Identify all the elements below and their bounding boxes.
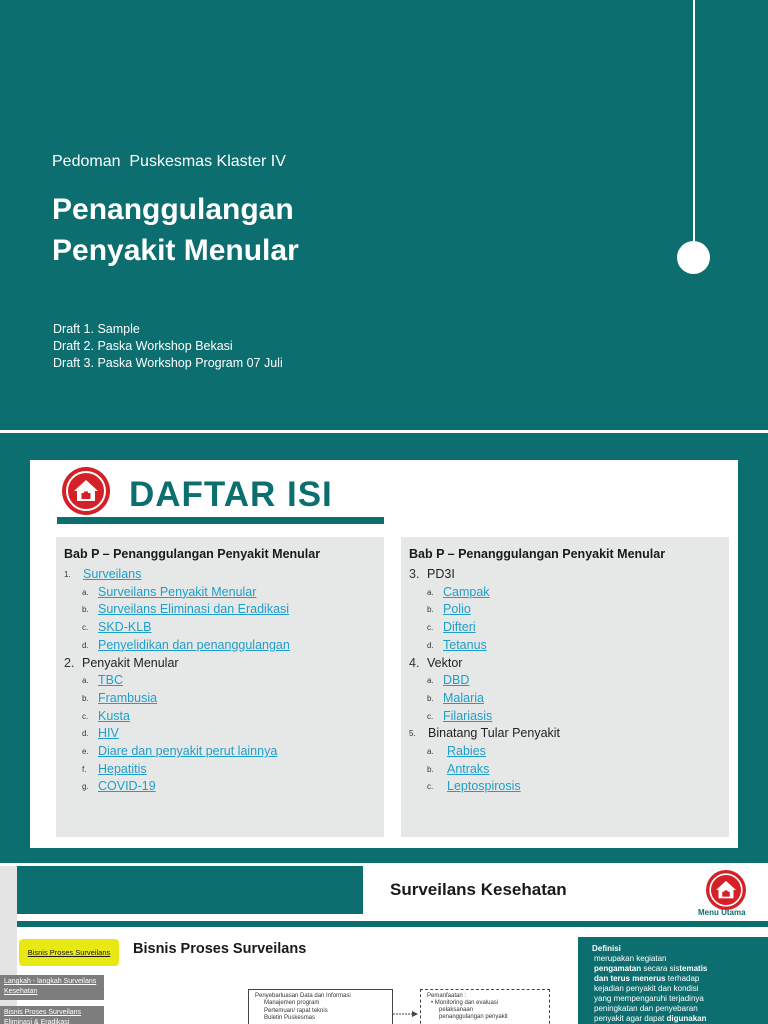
toc-item[interactable] [401,673,729,691]
toc-item[interactable] [401,585,729,603]
toc-item-marker: c. [82,711,89,721]
toc-item-marker: 2. [64,655,75,670]
toc-item[interactable] [401,602,729,620]
toc-link[interactable]: Malaria [443,690,484,705]
toc-item[interactable] [56,726,384,744]
toc-link[interactable]: Penyelidikan dan penanggulangan [98,637,290,652]
toc-item[interactable] [56,691,384,709]
toc-item-marker: d. [427,640,434,650]
toc-item[interactable] [56,602,384,620]
toc-item[interactable] [56,620,384,638]
cover-subtitle: Pedoman Puskesmas Klaster IV [52,153,286,170]
definition-line: penyakit agar dapat digunakan [594,1014,707,1023]
slide-header: Surveilans Kesehatan [390,880,567,899]
toc-item-marker: e. [82,747,89,756]
toc-link[interactable]: Rabies [447,744,486,758]
cover-title-line1: Penanggulangan [52,193,294,226]
section-title: Bisnis Proses Surveilans [133,941,307,957]
toc-item-marker: 5. [409,729,416,739]
toc-link[interactable]: DBD [443,673,470,688]
toc-item-marker: b. [82,605,89,615]
left-strip [0,866,17,1024]
toc-link[interactable]: HIV [98,726,119,741]
flow-box-item: penanggulangan penyakit [439,1014,508,1020]
toc-item[interactable] [401,709,729,727]
toc-item-marker: a. [427,747,434,756]
menu-utama-label[interactable]: Menu Utama [698,908,746,917]
toc-link[interactable]: Surveilans Penyakit Menular [98,584,257,599]
draft-note-1: Draft 1. Sample [53,322,140,336]
cover-title-line2: Penyakit Menular [52,234,299,267]
header-bar [17,866,363,914]
toc-item-marker: d. [82,640,89,650]
toc-item[interactable] [401,779,729,797]
toc-label: Vektor [427,655,463,670]
header-rule [17,921,768,927]
toc-label: PD3I [427,567,455,581]
toc-item-marker: c. [82,623,89,633]
toc-item-marker: 1. [64,570,71,579]
toc-link[interactable]: SKD-KLB [98,620,152,635]
toc-label: Penyakit Menular [82,655,179,670]
toc-item-marker: c. [427,711,434,721]
toc-item[interactable] [401,762,729,780]
toc-link[interactable]: Difteri [443,620,476,635]
toc-link[interactable]: Frambusia [98,690,158,705]
toc-link[interactable]: Tetanus [443,637,487,652]
flow-box-item: Manajemen program [264,1000,320,1006]
toc-link[interactable]: Surveilans [83,567,142,581]
toc-link[interactable]: COVID-19 [98,779,156,794]
toc-title: DAFTAR ISI [129,475,333,514]
toc-item-marker: d. [82,729,89,739]
definition-line: kejadian penyakit dan kondisi [594,984,699,993]
draft-note-2: Draft 2. Paska Workshop Bekasi [53,339,233,353]
toc-item [401,567,729,585]
toc-link[interactable]: Filariasis [443,708,493,723]
toc-panel-left [56,537,384,837]
toc-item-marker: a. [427,587,434,597]
toc-link[interactable]: Surveilans Eliminasi dan Eradikasi [98,602,290,617]
toc-item-marker: b. [427,605,434,615]
toc-item [401,726,729,744]
toc-link[interactable]: Leptospirosis [447,779,521,794]
definition-line: merupakan kegiatan [594,954,667,963]
cover-slide [0,0,768,430]
toc-item-marker: 3. [409,567,420,581]
home-icon[interactable] [706,870,746,910]
toc-item[interactable] [401,620,729,638]
toc-item[interactable] [56,779,384,797]
draft-note-3: Draft 3. Paska Workshop Program 07 Juli [53,356,283,370]
toc-item-marker: a. [427,676,434,686]
definition-title: Definisi [592,944,621,953]
decorative-dot [677,241,710,274]
toc-item[interactable] [56,585,384,603]
toc-item-marker: g. [82,782,89,792]
definition-line: peningkatan dan penyebaran [594,1004,698,1013]
toc-panel-right [401,537,729,837]
toc-item[interactable] [401,744,729,762]
toc-item[interactable] [56,673,384,691]
definition-line: pengamatan secara sistematis [594,964,708,973]
toc-panel-heading: Bab P – Penanggulangan Penyakit Menular [409,547,666,561]
toc-item[interactable] [56,709,384,727]
flow-box-item: • Monitoring dan evaluasi [431,1000,499,1006]
flow-box-title: Pemanfaatan : [427,993,467,999]
toc-link[interactable]: Hepatitis [98,761,147,776]
toc-link[interactable]: Antraks [447,761,490,776]
home-icon[interactable] [62,467,110,515]
toc-item-marker: a. [82,676,89,686]
toc-item-marker: b. [427,764,434,774]
nav-button-eliminasi[interactable]: Bisnis Proses Surveilans Eliminasi & Eradikasi [0,1006,104,1024]
definition-line: yang mempengaruhi terjadinya [594,994,704,1003]
surveilans-slide [0,866,768,1024]
definition-box [578,937,768,1024]
flow-box-title: Penyebarluasan Data dan Informasi [255,993,351,999]
toc-item[interactable] [56,638,384,656]
toc-item[interactable] [56,762,384,780]
active-nav-button[interactable]: Bisnis Proses Surveilans [19,939,119,966]
toc-item-marker: b. [427,693,434,703]
toc-slide [0,433,768,863]
toc-item-marker: a. [82,587,89,597]
toc-item [56,656,384,674]
toc-panel-heading: Bab P – Penanggulangan Penyakit Menular [64,547,321,561]
flow-box-item: Pertemuan/ rapat teknis [264,1007,328,1014]
toc-item-marker: 4. [409,655,420,670]
toc-item-marker: f. [82,764,87,774]
decorative-line [693,0,695,244]
flow-arrow [393,1010,418,1018]
toc-link[interactable]: Polio [443,602,471,617]
toc-link[interactable]: Campak [443,584,490,599]
toc-link[interactable]: TBC [98,673,123,688]
flow-box-dissemination [248,989,393,1024]
definition-line: dan terus menerus terhadap [594,974,700,983]
nav-button-langkah[interactable]: Langkah - langkah Surveilans Kesehatan [0,975,104,1000]
toc-item[interactable] [401,638,729,656]
toc-item-marker: c. [427,782,434,792]
flow-box-item: pelaksanaan [439,1007,474,1013]
flow-box-utilization [420,989,550,1024]
toc-title-underline [57,517,384,524]
toc-link[interactable]: Kusta [98,708,130,723]
toc-card [30,460,738,848]
flow-box-item: Buletin Puskesmas [264,1015,316,1021]
toc-item-marker: b. [82,693,89,703]
toc-item-marker: c. [427,623,434,633]
toc-link[interactable]: Diare dan penyakit perut lainnya [98,744,278,758]
toc-item[interactable] [56,744,384,762]
toc-label: Binatang Tular Penyakit [428,726,561,741]
toc-item[interactable] [56,567,384,585]
toc-item [401,656,729,674]
toc-item[interactable] [401,691,729,709]
